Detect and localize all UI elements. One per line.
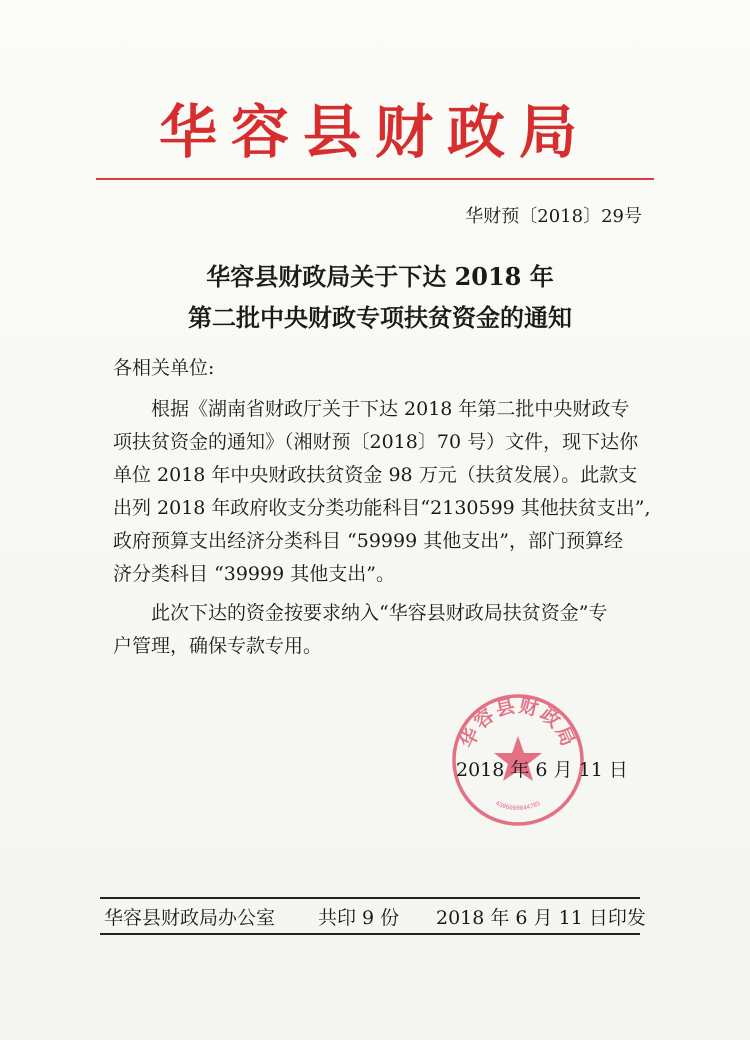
document-number: 华财预〔2018〕29号 [465, 206, 642, 227]
footer-copy-count: 共印 9 份 [318, 907, 400, 929]
footer-issue-date: 2018 年 6 月 11 日印发 [436, 907, 646, 929]
seal-text: 华容县财政局 [456, 694, 580, 752]
body-paragraph-2 [113, 597, 607, 663]
notice-title-line1: 华容县财政局关于下达 2018 年 [206, 262, 554, 291]
footer-issuing-office: 华容县财政局办公室 [104, 907, 276, 929]
paragraph-line: 出列 2018 年政府收支分类功能科目“2130599 其他扶贫支出”, [113, 497, 651, 519]
footer-divider-top [100, 897, 640, 899]
paragraph-line: 此次下达的资金按要求纳入“华容县财政局扶贫资金”专 [113, 602, 608, 624]
paragraph-line: 根据《湖南省财政厅关于下达 2018 年第二批中央财政专 [113, 398, 630, 420]
notice-title-line2: 第二批中央财政专项扶贫资金的通知 [188, 303, 572, 332]
paragraph-line: 项扶贫资金的通知》（湘财预〔2018〕70 号）文件，现下达你 [113, 431, 639, 453]
paragraph-line: 政府预算支出经济分类科目 “59999 其他支出”，部门预算经 [113, 530, 623, 552]
org-header-title: 华容县财政局 [158, 98, 591, 166]
signing-date: 2018 年 6 月 11 日 [456, 759, 628, 781]
body-paragraph-1 [113, 393, 651, 591]
salutation: 各相关单位: [113, 357, 215, 379]
paragraph-line: 户管理，确保专款专用。 [113, 635, 323, 657]
header-red-divider [96, 178, 654, 180]
paragraph-line: 济分类科目 “39999 其他支出”。 [113, 563, 395, 585]
footer-divider-bottom [100, 933, 640, 935]
seal-serial: 4306000044785 [494, 800, 542, 812]
paragraph-line: 单位 2018 年中央财政扶贫资金 98 万元（扶贫发展）。此款支 [113, 464, 638, 486]
